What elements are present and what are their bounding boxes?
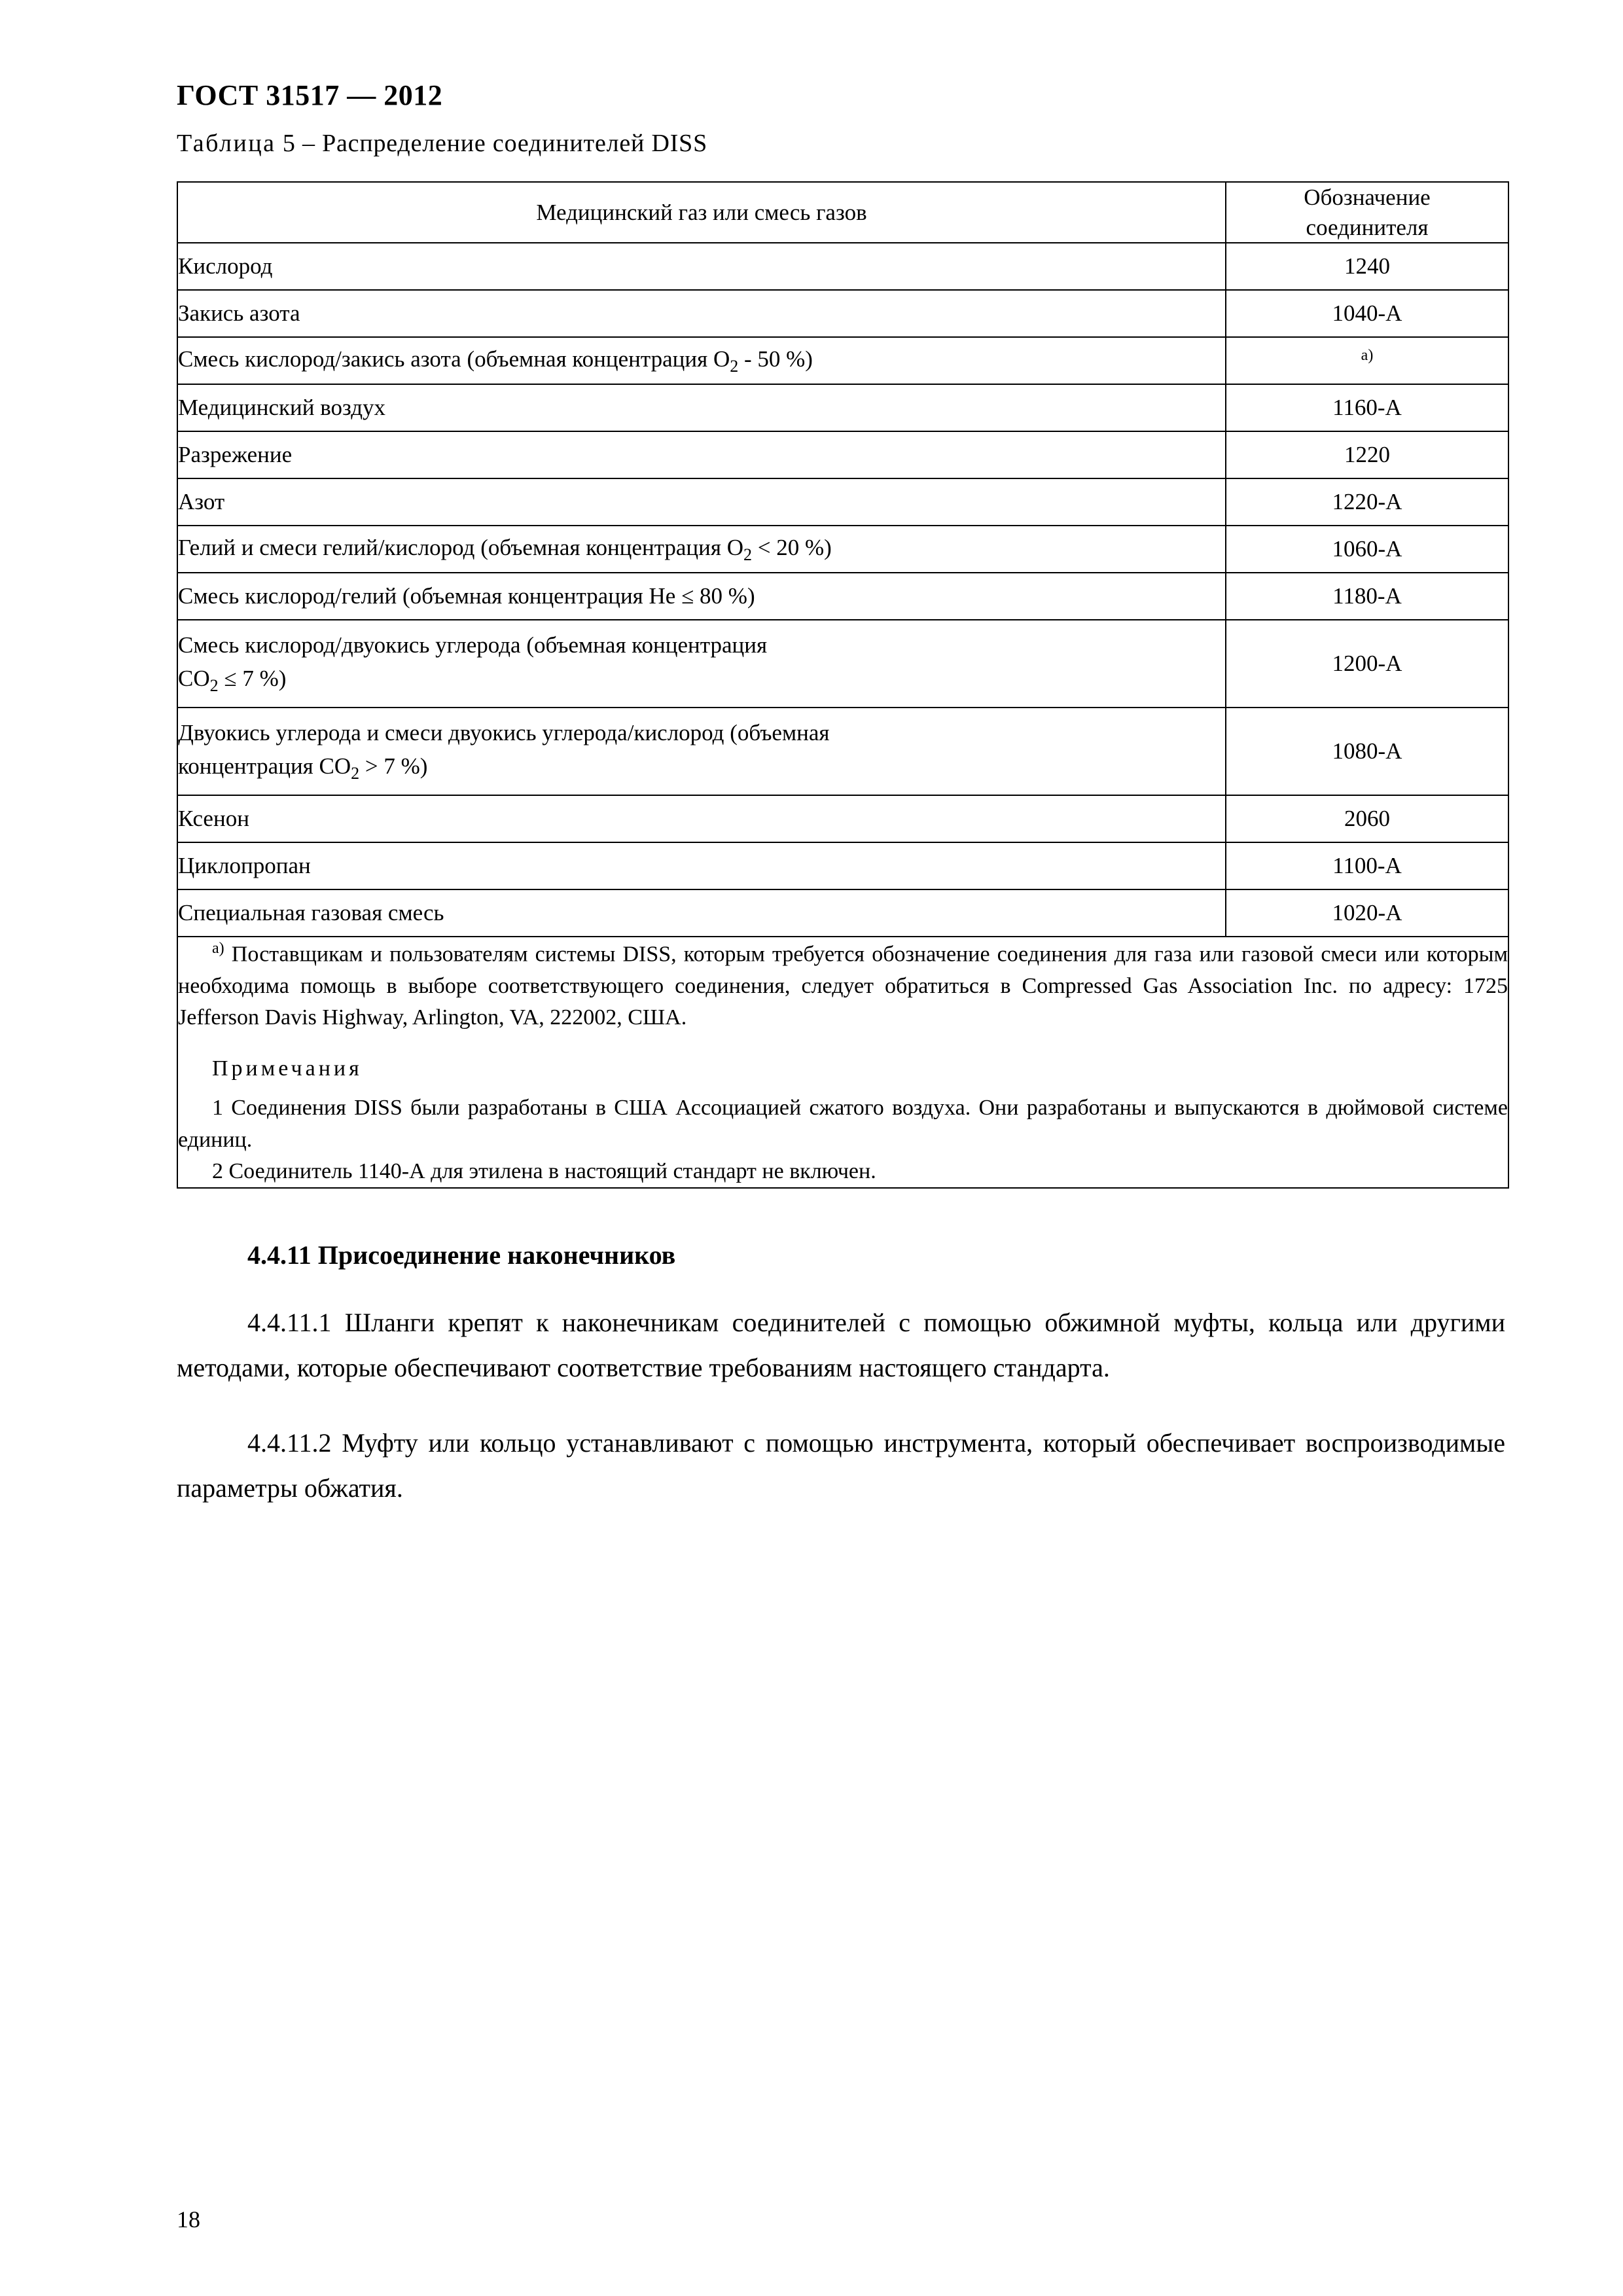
table-caption-number: 5 bbox=[282, 130, 296, 157]
table-row bbox=[177, 889, 1508, 937]
cell-gas: Двуокись углерода и смеси двуокись углерода/кислород (объемная концентрация $CO_2 > 7$ %) bbox=[177, 708, 1226, 795]
cell-connector: 1020-А bbox=[1226, 889, 1508, 937]
diss-connectors-table bbox=[177, 181, 1509, 1189]
table-footnote bbox=[178, 937, 1508, 1033]
table-header bbox=[177, 182, 1508, 243]
cell-connector: 1160-А bbox=[1226, 384, 1508, 431]
column-header-connector-line1: Обозначение bbox=[1304, 185, 1431, 210]
cell-gas: Разрежение bbox=[177, 431, 1226, 478]
cell-gas: Азот bbox=[177, 478, 1226, 526]
cell-connector: 1220-А bbox=[1226, 478, 1508, 526]
cell-gas: Циклопропан bbox=[177, 842, 1226, 889]
cell-connector: 1220 bbox=[1226, 431, 1508, 478]
table-row bbox=[177, 478, 1508, 526]
body-paragraph: 4.4.11.1 Шланги крепят к наконечникам соединителей с помощью обжимной муфты, кольца или другими методами, которые обеспечивают соответствие требованиям настоящего стандарта. bbox=[177, 1308, 1505, 1382]
cell-connector: 1100-А bbox=[1226, 842, 1508, 889]
cell-connector: 1240 bbox=[1226, 243, 1508, 290]
table-caption-prefix: Таблица bbox=[177, 130, 276, 157]
cell-connector: 2060 bbox=[1226, 795, 1508, 842]
cell-connector: 1060-А bbox=[1226, 526, 1508, 573]
body-paragraph: 4.4.11.2 Муфту или кольцо устанавливают с помощью инструмента, который обеспечивает воспроизводимые параметры обжатия. bbox=[177, 1427, 1505, 1503]
footnote-marker: а) bbox=[212, 940, 224, 957]
table-row bbox=[177, 431, 1508, 478]
cell-gas: Ксенон bbox=[177, 795, 1226, 842]
table-header-row bbox=[177, 182, 1508, 243]
cell-connector: 1180-А bbox=[1226, 573, 1508, 620]
column-header-gas: Медицинский газ или смесь газов bbox=[177, 182, 1226, 243]
table-caption bbox=[177, 129, 1505, 158]
table-row bbox=[177, 620, 1508, 708]
cell-gas: Закись азота bbox=[177, 290, 1226, 337]
note-item: 1 Соединения DISS были разработаны в США Ассоциацией сжатого воздуха. Они разработаны и выпускаются в дюймовой системе единиц. bbox=[178, 1096, 1508, 1152]
table-row bbox=[177, 842, 1508, 889]
cell-gas: Медицинский воздух bbox=[177, 384, 1226, 431]
cell-gas: Смесь кислород/гелий (объемная концентрация He ≤ 80 %) bbox=[177, 573, 1226, 620]
cell-gas: Смесь кислород/закись азота (объемная концентрация $O_2 - 50$ %) bbox=[177, 337, 1226, 384]
page-number: 18 bbox=[177, 2206, 200, 2233]
table-notes-row bbox=[177, 937, 1508, 1188]
table-row bbox=[177, 337, 1508, 384]
table-row bbox=[177, 526, 1508, 573]
cell-gas: Кислород bbox=[177, 243, 1226, 290]
cell-connector: а) bbox=[1226, 337, 1508, 384]
column-header-connector bbox=[1226, 182, 1508, 243]
notes-title: Примечания bbox=[212, 1056, 363, 1081]
cell-connector: 1080-А bbox=[1226, 708, 1508, 795]
table-row bbox=[177, 573, 1508, 620]
standard-header: ГОСТ 31517 — 2012 bbox=[177, 79, 443, 111]
table-row bbox=[177, 708, 1508, 795]
table-notes-cell bbox=[177, 937, 1508, 1188]
table-caption-text: – Распределение соединителей DISS bbox=[302, 130, 708, 157]
table-row bbox=[177, 243, 1508, 290]
cell-gas: Специальная газовая смесь bbox=[177, 889, 1226, 937]
column-header-connector-line2: соединителя bbox=[1306, 214, 1429, 240]
note-item: 2 Соединитель 1140-А для этилена в настоящий стандарт не включен. bbox=[212, 1158, 876, 1183]
table-row bbox=[177, 290, 1508, 337]
table-row bbox=[177, 384, 1508, 431]
cell-connector: 1200-А bbox=[1226, 620, 1508, 708]
cell-connector: 1040-А bbox=[1226, 290, 1508, 337]
section-heading: 4.4.11 Присоединение наконечников bbox=[247, 1240, 676, 1270]
cell-gas: Гелий и смеси гелий/кислород (объемная концентрация $O_2 < 20$ %) bbox=[177, 526, 1226, 573]
footnote-text: Поставщикам и пользователям системы DISS, которым требуется обозначение соединения для газа или газовой смеси или которым необходима помощь в выборе соответствующего соединения, следует обратиться в Compressed Gas Association Inc. по адресу: 1725 Jefferson Davis Highway, Arlington, VA, 222002, США. bbox=[178, 942, 1508, 1030]
cell-gas: Смесь кислород/двуокись углерода (объемная концентрация $CO_2 \le 7$ %) bbox=[177, 620, 1226, 708]
table-row bbox=[177, 795, 1508, 842]
table-body bbox=[177, 243, 1508, 1188]
